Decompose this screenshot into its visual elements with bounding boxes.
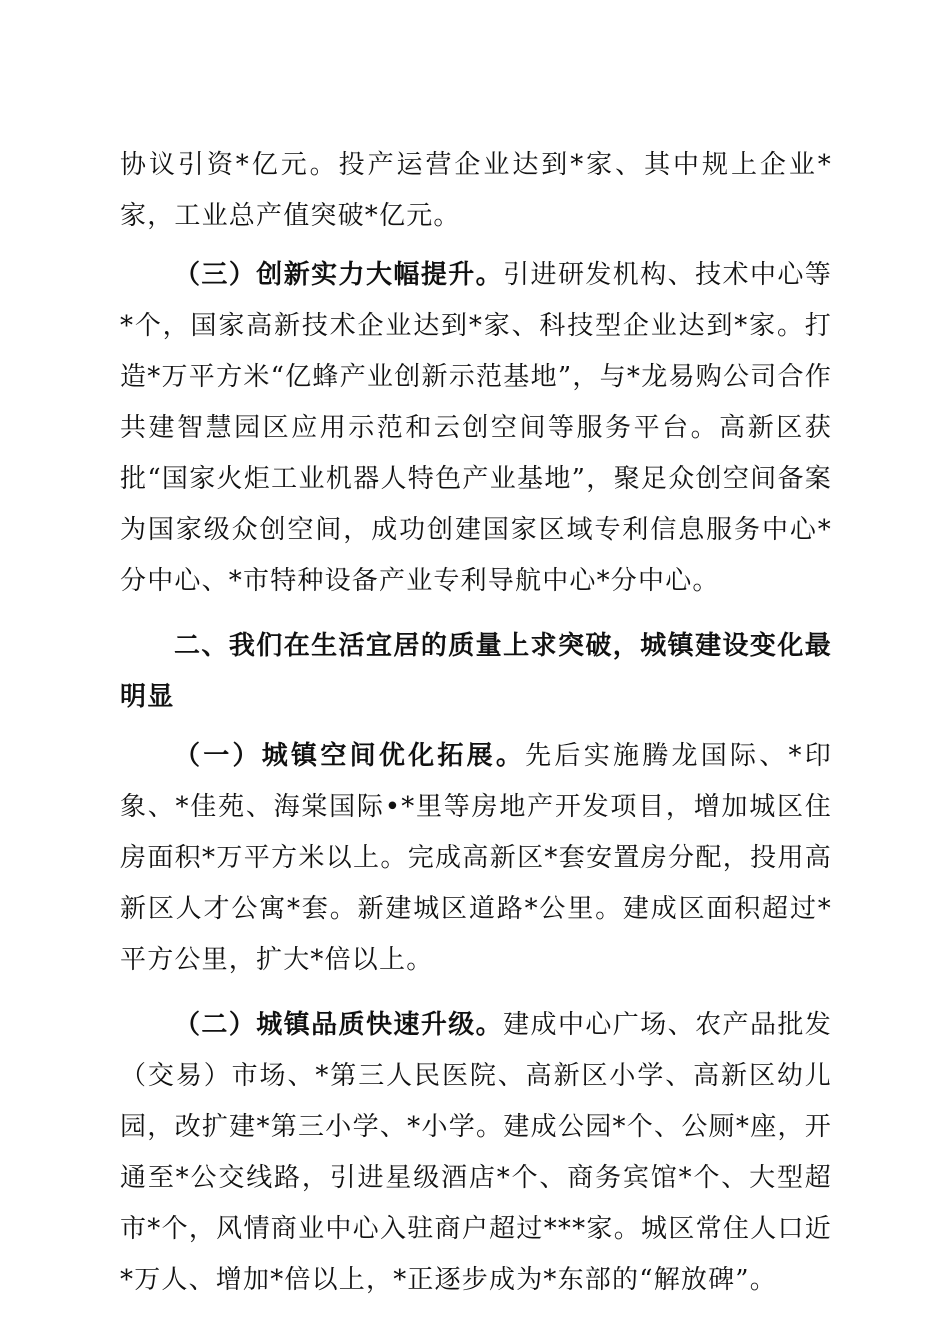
paragraph-innovation [120, 250, 832, 607]
paragraph-text: 建成中心广场、农产品批发（交易）市场、*第三人民医院、高新区小学、高新区幼儿园，改扩建*第三小学、*小学。建成公园*个、公厕*座，开通至*公交线路，引进星级酒店*个、商务宾馆*个、大型超市*个，风情商业中心入驻商户超过***家。城区常住人口近*万人、增加*倍以上，*正逐步成为*东部的“解放碑”。 [120, 1010, 832, 1295]
paragraph-urban-quality [120, 1000, 832, 1306]
section-subheading-urban-quality: （二）城镇品质快速升级。 [174, 1010, 504, 1040]
paragraph-text: 引进研发机构、技术中心等*个，国家高新技术企业达到*家、科技型企业达到*家。打造*万平方米“亿蜂产业创新示范基地”，与*龙易购公司合作共建智慧园区应用示范和云创空间等服务平台。高新区获批“国家火炬工业机器人特色产业基地”，聚足众创空间备案为国家级众创空间，成功创建国家区域专利信息服务中心*分中心、*市特种设备产业专利导航中心*分中心。 [120, 260, 832, 596]
document-page [120, 140, 832, 1306]
section-subheading-urban-space: （一）城镇空间优化拓展。 [174, 741, 526, 771]
paragraph-urban-space [120, 731, 832, 986]
paragraph-investment-summary [120, 140, 832, 242]
section-heading-urban-construction: 二、我们在生活宜居的质量上求突破，城镇建设变化最明显 [120, 631, 832, 712]
section-subheading-innovation: （三）创新实力大幅提升。 [174, 260, 504, 290]
paragraph-text: 协议引资*亿元。投产运营企业达到*家、其中规上企业*家，工业总产值突破*亿元。 [120, 150, 832, 231]
paragraph-text: 先后实施腾龙国际、*印象、*佳苑、海棠国际•*里等房地产开发项目，增加城区住房面积*万平方米以上。完成高新区*套安置房分配，投用高新区人才公寓*套。新建城区道路*公里。建成区面积超过*平方公里，扩大*倍以上。 [120, 741, 833, 975]
